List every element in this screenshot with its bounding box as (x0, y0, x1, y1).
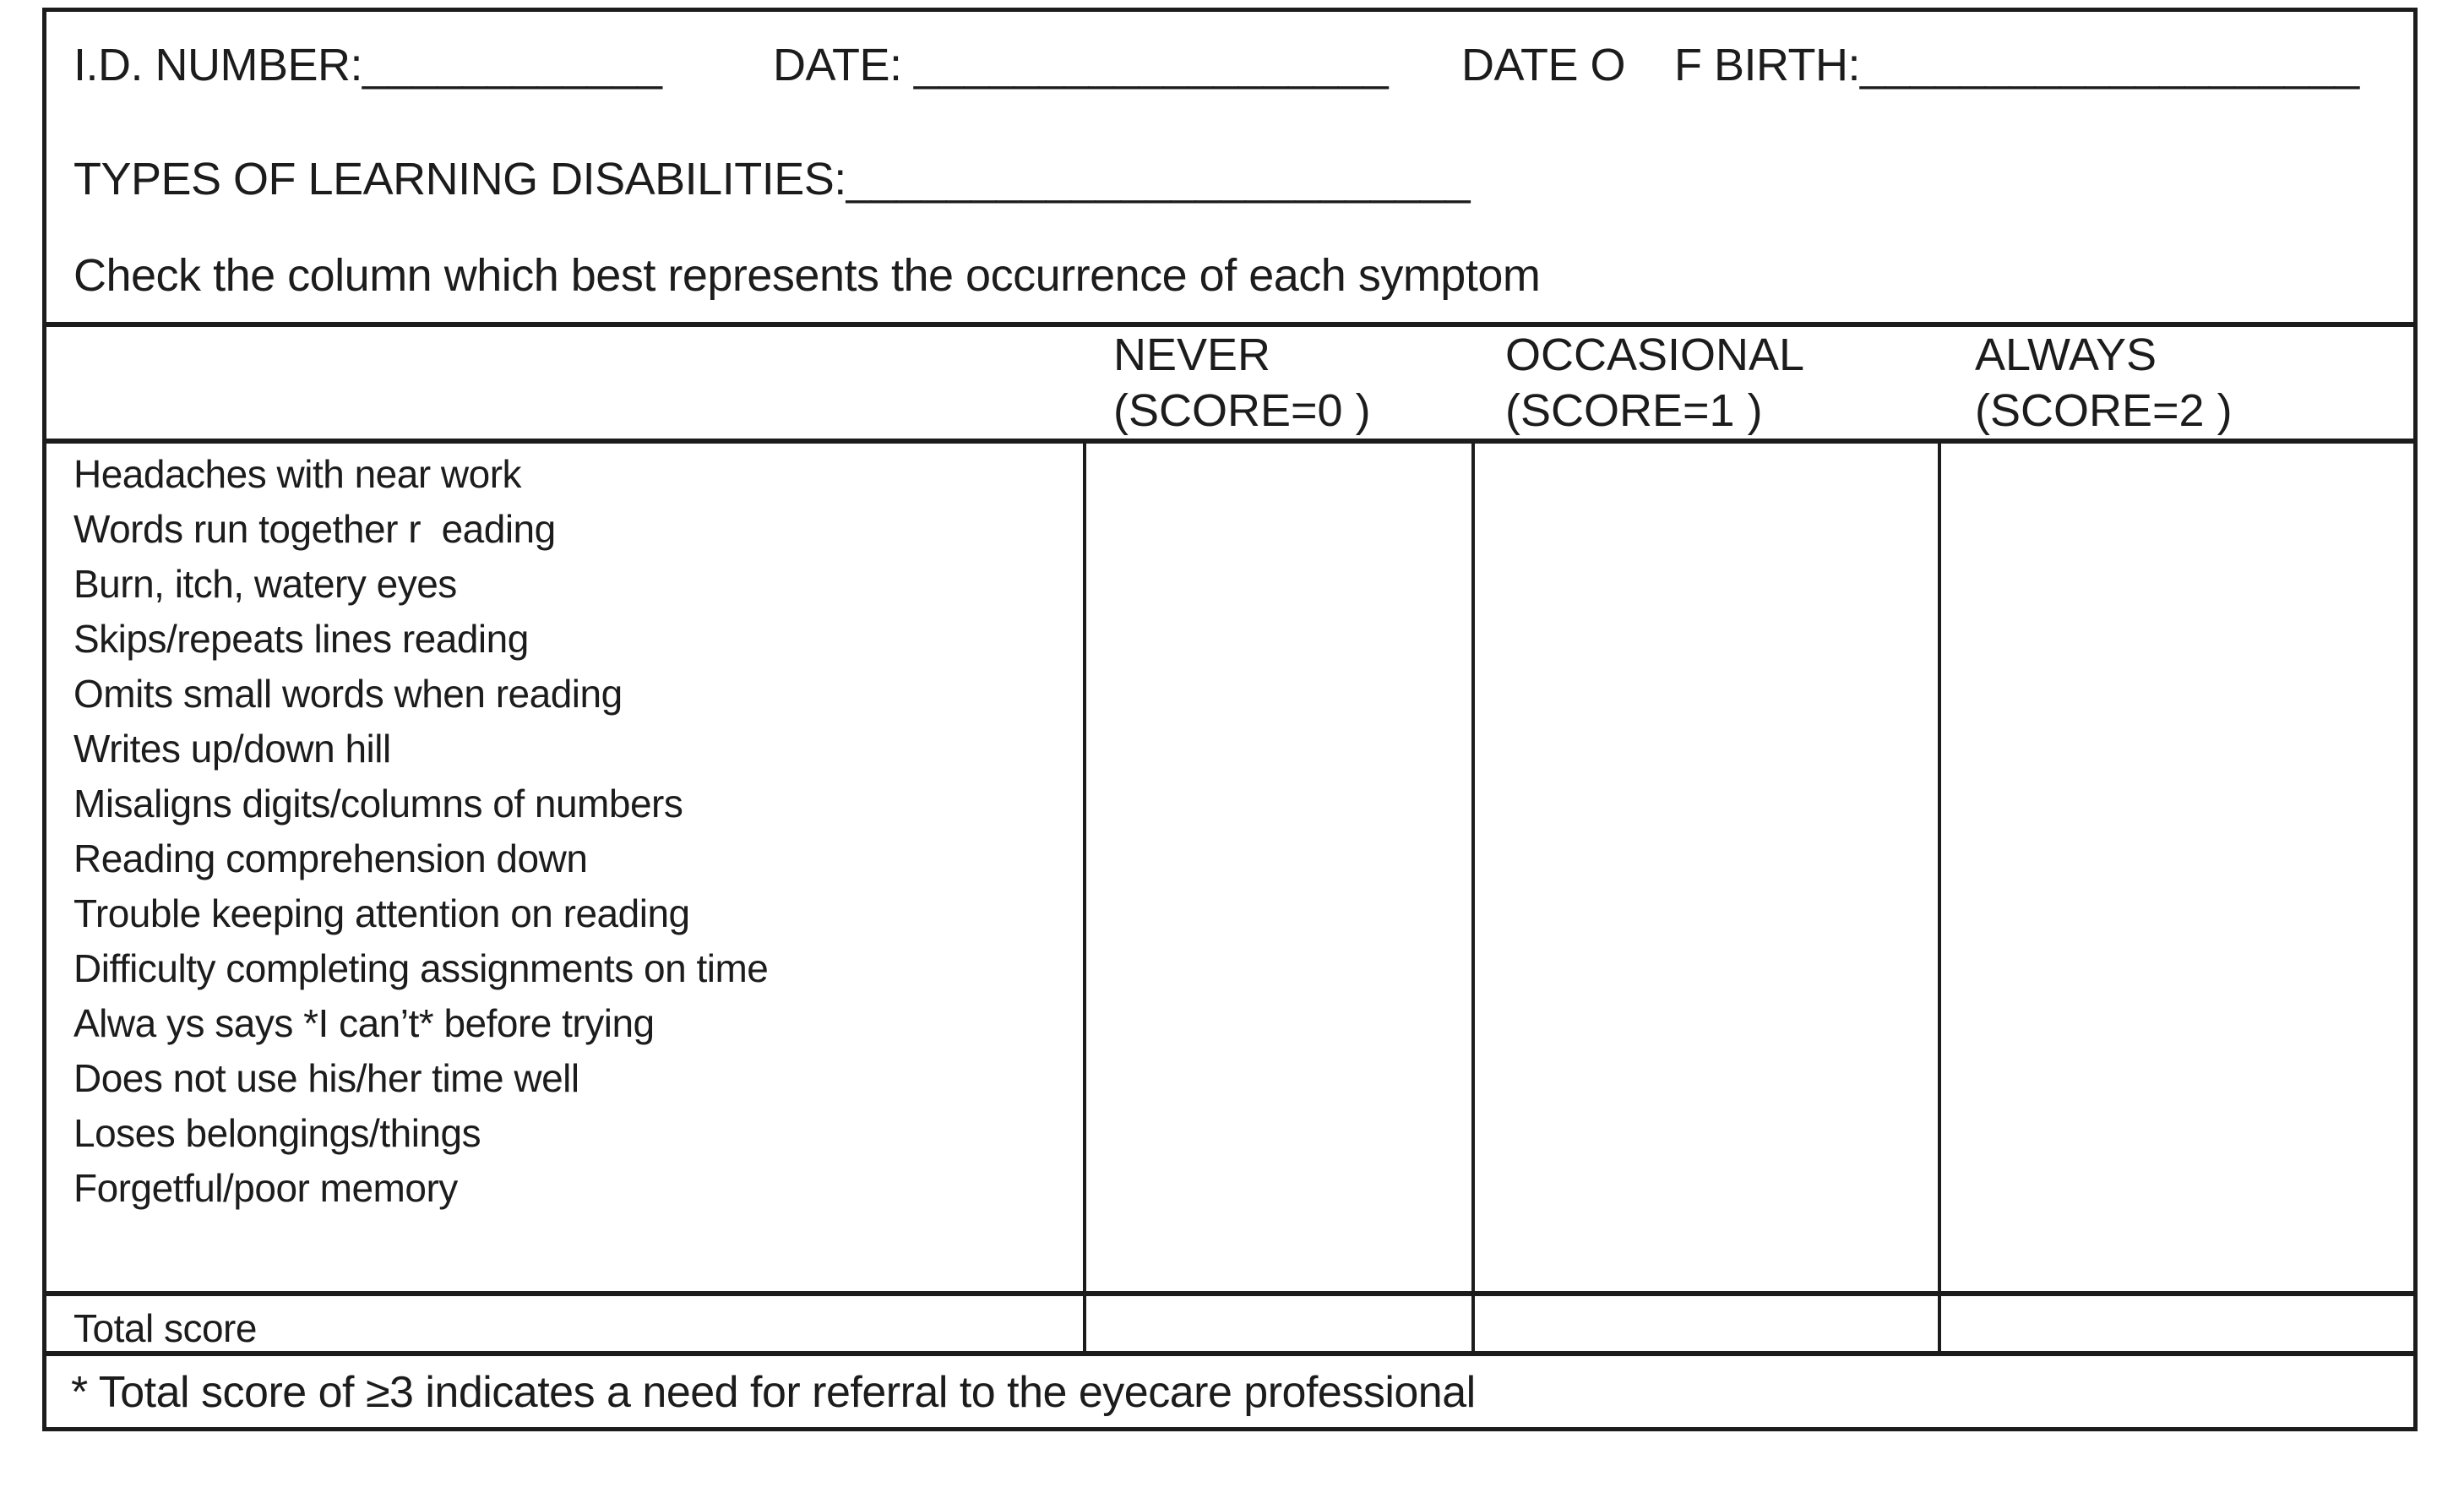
date-of-birth-field-label: DATE O F BIRTH:____________________ (1461, 40, 2359, 90)
total-score-never-cell (1086, 1296, 1471, 1351)
column-header-never-score: (SCORE=0 ) (1113, 385, 1371, 436)
always-score-cell-area (1941, 444, 2413, 1291)
total-score-label: Total score (73, 1306, 257, 1350)
symptom-row: Forgetful/poor memory (73, 1165, 458, 1210)
instruction-text: Check the column which best represents the occurrence of each symptom (73, 250, 1541, 301)
column-header-occasional-score: (SCORE=1 ) (1505, 385, 1763, 436)
column-header-occasional (1505, 327, 1804, 439)
symptom-row: Alwa ys says *I can’t* before trying (73, 1000, 655, 1045)
symptom-row: Loses belongings/things (73, 1110, 481, 1155)
symptom-list (73, 446, 1070, 1215)
symptom-row: Words run together r eading (73, 506, 556, 551)
column-header-never-label: NEVER (1113, 330, 1271, 380)
symptom-row: Burn, itch, watery eyes (73, 561, 457, 606)
never-score-cell-area (1086, 444, 1471, 1291)
column-header-occasional-label: OCCASIONAL (1505, 330, 1805, 380)
date-field-label: DATE: ___________________ (773, 40, 1389, 90)
symptom-row: Skips/repeats lines reading (73, 616, 529, 661)
total-score-occasional-cell (1475, 1296, 1938, 1351)
occasional-score-cell-area (1475, 444, 1938, 1291)
column-header-never (1113, 327, 1371, 439)
total-score-always-cell (1941, 1296, 2413, 1351)
symptom-row: Trouble keeping attention on reading (73, 891, 690, 935)
column-header-always (1975, 327, 2233, 439)
symptom-row: Headaches with near work (73, 451, 522, 496)
column-header-always-label: ALWAYS (1975, 330, 2157, 380)
symptom-row: Omits small words when reading (73, 671, 623, 716)
rule-below-total-row (42, 1351, 2418, 1356)
symptom-row: Difficulty completing assignments on time (73, 945, 769, 990)
symptom-row: Does not use his/her time well (73, 1055, 579, 1100)
types-of-learning-disabilities-field-label: TYPES OF LEARNING DISABILITIES:_________________________ (73, 154, 1471, 204)
referral-footnote: * Total score of ≥3 indicates a need for referral to the eyecare professional (71, 1368, 1476, 1417)
id-number-field-label: I.D. NUMBER:____________ (73, 40, 662, 90)
column-header-always-score: (SCORE=2 ) (1975, 385, 2233, 436)
symptom-row: Misaligns digits/columns of numbers (73, 781, 683, 826)
symptom-row: Reading comprehension down (73, 836, 588, 880)
symptom-row: Writes up/down hill (73, 726, 391, 771)
